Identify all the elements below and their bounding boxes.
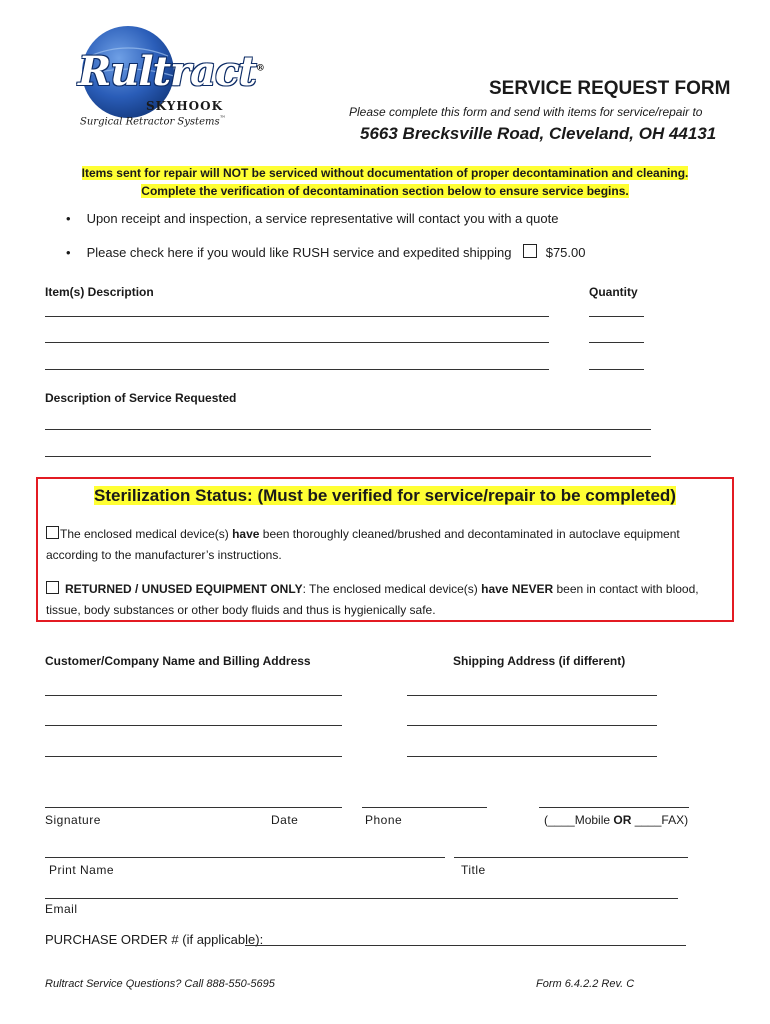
bullet-rush: • Please check here if you would like RUSH service and expedited shipping $75.00 <box>66 245 586 260</box>
signature-line[interactable] <box>45 807 342 808</box>
quantity-line-3[interactable] <box>589 369 644 370</box>
service-line-1[interactable] <box>45 429 651 430</box>
rush-checkbox[interactable] <box>523 244 537 258</box>
mobile-fax-label: (____Mobile OR ____FAX) <box>544 813 689 827</box>
logo-brand: Rultract® <box>78 48 264 95</box>
company-logo <box>76 26 264 136</box>
purchase-order-label: PURCHASE ORDER # (if applicable): <box>45 932 264 947</box>
unused-checkbox[interactable] <box>46 581 59 594</box>
title-label: Title <box>461 863 486 877</box>
billing-line-3[interactable] <box>45 756 342 757</box>
purchase-order-line[interactable] <box>245 945 686 946</box>
form-title: SERVICE REQUEST FORM <box>489 78 731 99</box>
quantity-label: Quantity <box>589 285 638 299</box>
date-label: Date <box>271 813 299 827</box>
logo-tagline: Surgical Retractor Systems™ <box>80 115 226 128</box>
billing-address-label: Customer/Company Name and Billing Address <box>45 654 311 668</box>
quantity-line-2[interactable] <box>589 342 644 343</box>
billing-line-2[interactable] <box>45 725 342 726</box>
print-name-label: Print Name <box>49 863 115 877</box>
item-line-1[interactable] <box>45 316 549 317</box>
quantity-line-1[interactable] <box>589 316 644 317</box>
print-name-line[interactable] <box>45 857 445 858</box>
form-instructions: Please complete this form and send with items for service/repair to <box>349 105 703 119</box>
signature-label: Signature <box>45 813 101 827</box>
phone-line[interactable] <box>362 807 487 808</box>
email-line[interactable] <box>45 898 678 899</box>
sterilization-box <box>36 477 734 622</box>
item-line-3[interactable] <box>45 369 549 370</box>
shipping-address-label: Shipping Address (if different) <box>453 654 626 668</box>
cleaned-checkbox[interactable] <box>46 526 59 539</box>
footer-questions: Rultract Service Questions? Call 888-550-5695 <box>45 978 275 990</box>
shipping-line-2[interactable] <box>407 725 657 726</box>
logo-sub: SKYHOOK <box>146 99 224 113</box>
email-label: Email <box>45 902 78 916</box>
service-requested-label: Description of Service Requested <box>45 391 237 405</box>
decontamination-notice: Items sent for repair will NOT be serviced without documentation of proper decontamination and cleaning. Complete the verification of decontamination section below to ensure service begins. <box>81 166 689 198</box>
items-description-label: Item(s) Description <box>45 285 154 299</box>
title-line[interactable] <box>454 857 688 858</box>
shipping-line-1[interactable] <box>407 695 657 696</box>
service-address: 5663 Brecksville Road, Cleveland, OH 44131 <box>360 124 717 143</box>
shipping-line-3[interactable] <box>407 756 657 757</box>
rush-price: $75.00 <box>545 245 586 260</box>
bullet-quote: • Upon receipt and inspection, a service representative will contact you with a quote <box>66 211 559 226</box>
sterilization-title: Sterilization Status: (Must be verified for service/repair to be completed) <box>94 486 676 505</box>
sterilization-option-unused: RETURNED / UNUSED EQUIPMENT ONLY: The enclosed medical device(s) have NEVER been in contact with blood, tissue, body substances or other body fluids and thus is hygienically safe. <box>46 582 699 617</box>
fax-line[interactable] <box>539 807 689 808</box>
billing-line-1[interactable] <box>45 695 342 696</box>
sterilization-option-cleaned: The enclosed medical device(s) have been thoroughly cleaned/brushed and decontaminated in autoclave equipment according to the manufacturer’s instructions. <box>46 527 680 562</box>
footer-form-id: Form 6.4.2.2 Rev. C <box>536 978 635 990</box>
item-line-2[interactable] <box>45 342 549 343</box>
phone-label: Phone <box>365 813 403 827</box>
service-line-2[interactable] <box>45 456 651 457</box>
